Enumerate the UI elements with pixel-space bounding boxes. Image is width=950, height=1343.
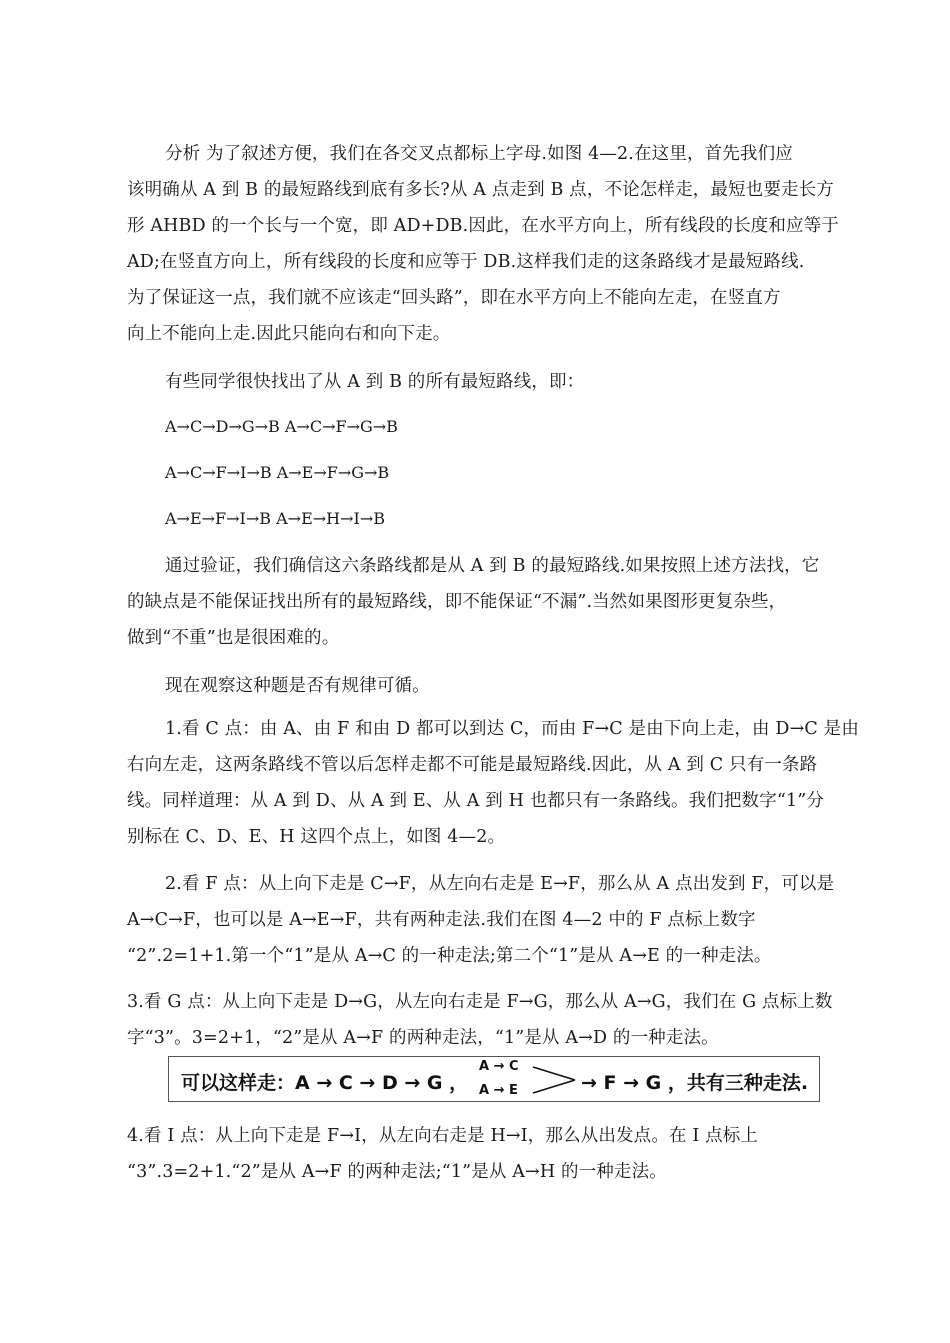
step1-line-4: 别标在 C、D、E、H 这四个点上，如图 4—2。 — [127, 827, 506, 847]
analysis-line-5: 为了保证这一点，我们就不应该走“回头路”，即在水平方向上不能向左走，在竖直方 — [127, 288, 781, 308]
step2-line-3: “2”.2=1+1.第一个“1”是从 A→C 的一种走法;第二个“1”是从 A→E 的一种走法。 — [127, 946, 772, 966]
step4-line-2: “3”.3=2+1.“2”是从 A→F 的两种走法;“1”是从 A→H 的一种走法。 — [127, 1162, 667, 1182]
analysis-line-3: 形 AHBD 的一个长与一个宽，即 AD+DB.因此，在水平方向上，所有线段的长度和应等于 — [127, 216, 840, 236]
analysis-line-6: 向上不能向上走.因此只能向右和向下走。 — [127, 324, 451, 344]
observe-line: 现在观察这种题是否有规律可循。 — [165, 676, 430, 696]
path-list-item: A→E→F→I→B A→E→H→I→B — [165, 509, 386, 528]
verify-line-2: 的缺点是不能保证找出所有的最短路线，即不能保证“不漏”.当然如果图形更复杂些， — [127, 592, 787, 612]
figure-branch-bottom: A → E — [479, 1083, 518, 1098]
step4-line-1: 4.看 I 点：从上向下走是 F→I，从左向右走是 H→I，那么从出发点。在 I 点标上 — [127, 1126, 759, 1146]
path-list-item: A→C→D→G→B A→C→F→G→B — [165, 417, 398, 436]
verify-line-3: 做到“不重”也是很困难的。 — [127, 628, 340, 648]
figure-branch-top: A → C — [479, 1059, 519, 1074]
analysis-line-4: AD;在竖直方向上，所有线段的长度和应等于 DB.这样我们走的这条路线才是最短路线. — [127, 252, 805, 272]
step1-line-1: 1.看 C 点：由 A、由 F 和由 D 都可以到达 C，而由 F→C 是由下向上走，由 D→C 是由 — [165, 719, 859, 739]
figure-suffix: → F → G ，共有三种走法. — [581, 1072, 809, 1094]
paths-figure — [168, 1056, 820, 1102]
step3-line-2: 字“3”。3=2+1，“2”是从 A→F 的两种走法，“1”是从 A→D 的一种走法。 — [127, 1028, 719, 1048]
step2-line-2: A→C→F，也可以是 A→E→F，共有两种走法.我们在图 4—2 中的 F 点标上数字 — [127, 910, 756, 930]
intro-line: 有些同学很快找出了从 A 到 B 的所有最短路线，即： — [165, 372, 585, 392]
step1-line-3: 线。同样道理：从 A 到 D、从 A 到 E、从 A 到 H 也都只有一条路线。我们把数字“1”分 — [127, 791, 824, 811]
step1-line-2: 右向左走，这两条路线不管以后怎样走都不可能是最短路线.因此，从 A 到 C 只有一条路 — [127, 755, 818, 775]
analysis-line-2: 该明确从 A 到 B 的最短路线到底有多长?从 A 点走到 B 点，不论怎样走，最短也要走长方 — [127, 180, 834, 200]
analysis-line-1: 分析 为了叙述方便，我们在各交叉点都标上字母.如图 4—2.在这里，首先我们应 — [165, 144, 793, 164]
path-list-item: A→C→F→I→B A→E→F→G→B — [165, 463, 390, 482]
step2-line-1: 2.看 F 点：从上向下走是 C→F，从左向右走是 E→F，那么从 A 点出发到 F，可以是 — [165, 874, 835, 894]
verify-line-1: 通过验证，我们确信这六条路线都是从 A 到 B 的最短路线.如果按照上述方法找，它 — [165, 556, 820, 576]
figure-prefix: 可以这样走：A → C → D → G ， — [181, 1072, 469, 1094]
merge-arrow-icon — [531, 1063, 581, 1097]
step3-line-1: 3.看 G 点：从上向下走是 D→G，从左向右走是 F→G，那么从 A→G，我们在 G 点标上数 — [127, 992, 833, 1012]
